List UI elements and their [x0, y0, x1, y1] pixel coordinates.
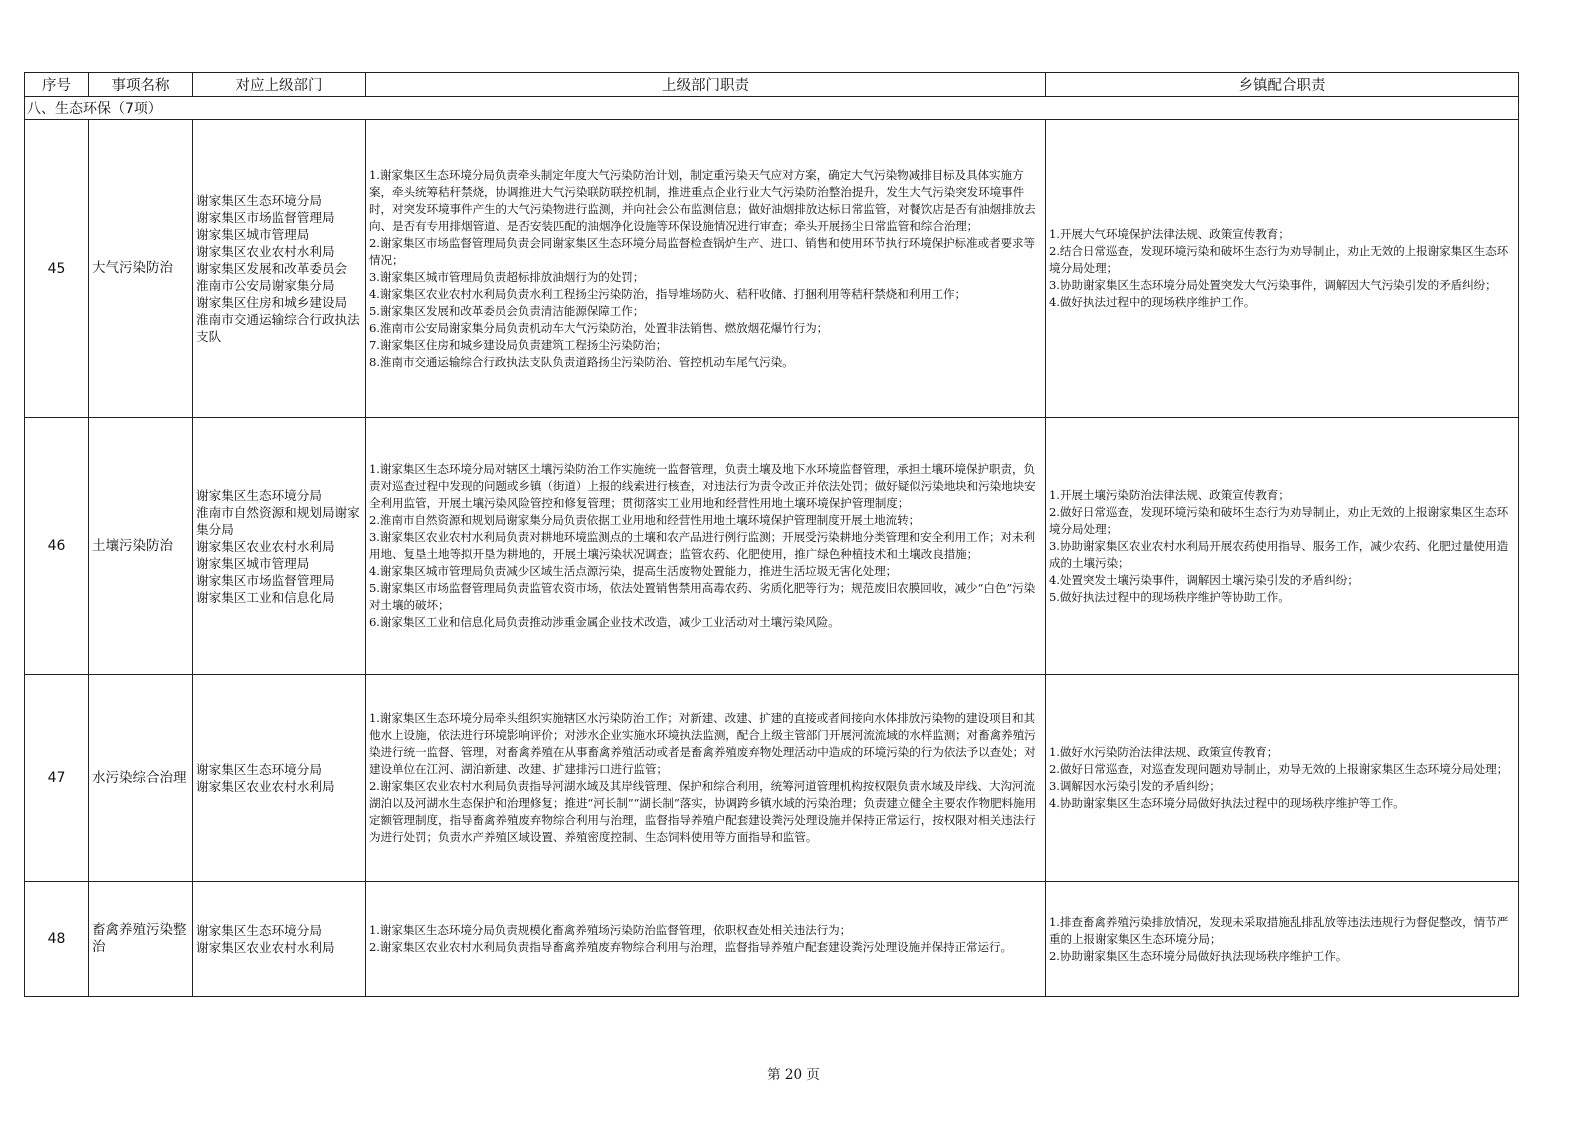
duty-item: 4.处置突发土壤污染事件，调解因土壤污染引发的矛盾纠纷；	[1049, 572, 1359, 587]
duty-item: 6.淮南市公安局谢家集分局负责机动车大气污染防治，处置非法销售、燃放烟花爆竹行为；	[369, 320, 829, 335]
duty-item: 1.谢家集区生态环境分局负责规模化畜禽养殖场污染防治监督管理，依职权查处相关违法行为；	[369, 923, 852, 937]
dept-name: 谢家集区城市管理局	[196, 555, 310, 571]
duty-item: 3.谢家集区城市管理局负责超标排放油烟行为的处罚；	[369, 269, 645, 284]
dept-name: 谢家集区城市管理局	[196, 227, 310, 242]
header-upper-duties: 上级部门职责	[366, 73, 1046, 97]
duty-item: 1.开展大气环境保护法律法规、政策宣传教育；	[1049, 227, 1290, 241]
duty-item: 1.开展土壤污染防治法律法规、政策宣传教育；	[1049, 487, 1290, 502]
dept-name: 淮南市自然资源和规划局谢家集分局	[196, 504, 360, 537]
duty-item: 4.做好执法过程中的现场秩序维护工作。	[1049, 295, 1256, 309]
dept-name: 谢家集区发展和改革委员会	[196, 261, 348, 276]
duty-item: 1.排查畜禽养殖污染排放情况，发现未采取措施乱排乱放等违法违规行为督促整改，情节严重的上报谢家集区生态环境分局；	[1049, 914, 1509, 946]
town-duties	[1046, 882, 1519, 997]
duty-item: 7.谢家集区住房和城乡建设局负责建筑工程扬尘污染防治；	[369, 337, 668, 352]
item-name: 大气污染防治	[89, 120, 193, 418]
dept-name: 谢家集区农业农村水利局	[196, 538, 335, 554]
duty-item: 3.协助谢家集区农业农村水利局开展农药使用指导、服务工作，减少农药、化肥过量使用造成的土壤污染；	[1049, 538, 1509, 570]
dept-name: 谢家集区农业农村水利局	[196, 940, 335, 955]
duty-item: 5.做好执法过程中的现场秩序维护等协助工作。	[1049, 589, 1290, 604]
duty-item: 2.做好日常巡查，对巡查发现问题劝导制止，劝导无效的上报谢家集区生态环境分局处理；	[1049, 762, 1509, 776]
item-name: 水污染综合治理	[89, 675, 193, 882]
dept-name: 谢家集区生态环境分局	[196, 762, 322, 777]
town-duties	[1046, 418, 1519, 675]
page-number: 第 20 页	[767, 1067, 820, 1083]
duty-item: 2.谢家集区市场监督管理局负责会同谢家集区生态环境分局监督检查锅炉生产、进口、销售和使用环节执行环境保护标准或者要求等情况；	[369, 235, 1036, 267]
item-name: 畜禽养殖污染整治	[89, 882, 193, 997]
duty-item: 5.谢家集区市场监督管理局负责监管农资市场，依法处置销售禁用高毒农药、劣质化肥等行为；规范废旧农膜回收，减少“白色”污染对土壤的破坏；	[369, 581, 1036, 612]
dept-name: 谢家集区生态环境分局	[196, 487, 322, 503]
duty-item: 3.协助谢家集区生态环境分局处置突发大气污染事件，调解因大气污染引发的矛盾纠纷；	[1049, 278, 1497, 292]
header-town-duties: 乡镇配合职责	[1046, 73, 1519, 97]
header-seq: 序号	[25, 73, 89, 97]
table-row	[25, 120, 1519, 418]
dept-name: 谢家集区农业农村水利局	[196, 779, 335, 794]
table-row	[25, 675, 1519, 882]
duty-item: 4.协助谢家集区生态环境分局做好执法过程中的现场秩序维护等工作。	[1049, 796, 1405, 810]
upper-duties	[366, 120, 1046, 418]
row-number: 46	[25, 418, 89, 675]
dept-list	[193, 120, 366, 418]
section-title: 八、生态环保（7项）	[25, 97, 1519, 120]
table-header-row	[25, 73, 1519, 97]
header-item-name: 事项名称	[89, 73, 193, 97]
upper-duties	[366, 418, 1046, 675]
duty-item: 2.做好日常巡查，发现环境污染和破坏生态行为劝导制止，劝止无效的上报谢家集区生态环境分局处理；	[1049, 504, 1509, 536]
duty-item: 1.谢家集区生态环境分局负责牵头制定年度大气污染防治计划，制定重污染天气应对方案，确定大气污染物减排目标及具体实施方案，牵头统筹秸秆禁烧，协调推进大气污染联防联控机制，推进重点企业行业大气污染防治整治提升，发生大气污染突发环境事件时，对突发环境事件产生的大气污染物进行监测，并向社会公布监测信息；做好油烟排放达标日常监管，对餐饮店是否有油烟排放去向、是否有专用排烟管道、是否安装匹配的油烟净化设施等环保设施情况进行审查；牵头开展扬尘日常监管和综合治理；	[369, 167, 1036, 233]
dept-name: 淮南市交通运输综合行政执法支队	[196, 312, 360, 344]
item-name: 土壤污染防治	[89, 418, 193, 675]
section-row	[25, 97, 1519, 120]
duty-item: 2.结合日常巡查，发现环境污染和破坏生态行为劝导制止，劝止无效的上报谢家集区生态环境分局处理；	[1049, 244, 1509, 275]
row-number: 48	[25, 882, 89, 997]
duty-item: 6.谢家集区工业和信息化局负责推动涉重金属企业技术改造，减少工业活动对土壤污染风险。	[369, 615, 840, 629]
header-dept: 对应上级部门	[193, 73, 366, 97]
dept-list	[193, 675, 366, 882]
duty-item: 3.调解因水污染引发的矛盾纠纷；	[1049, 779, 1221, 793]
dept-list	[193, 882, 366, 997]
dept-name: 谢家集区生态环境分局	[196, 923, 322, 938]
duty-item: 1.谢家集区生态环境分局牵头组织实施辖区水污染防治工作；对新建、改建、扩建的直接或者间接向水体排放污染物的建设项目和其他水上设施，依法进行环境影响评价；对涉水企业实施水环境执法监测，配合上级主管部门开展河流流域的水样监测；对畜禽养殖污染进行统一监督、管理，对畜禽养殖在从事畜禽养殖活动或者是畜禽养殖废弃物处理活动中造成的环境污染的行为依法予以查处；对建设单位在江河、湖泊新建、改建、扩建排污口进行监管；	[369, 711, 1036, 776]
duty-item: 4.谢家集区农业农村水利局负责水利工程扬尘污染防治，指导堆场防火、秸秆收储、打捆利用等秸秆禁烧和利用工作；	[369, 286, 967, 301]
table-row	[25, 418, 1519, 675]
upper-duties	[366, 882, 1046, 997]
duty-item: 2.协助谢家集区生态环境分局做好执法现场秩序维护工作。	[1049, 948, 1348, 963]
duty-item: 1.做好水污染防治法律法规、政策宣传教育；	[1049, 745, 1279, 759]
duty-item: 8.淮南市交通运输综合行政执法支队负责道路扬尘污染防治、管控机动车尾气污染。	[369, 354, 794, 369]
responsibility-table	[24, 72, 1519, 997]
upper-duties	[366, 675, 1046, 882]
duty-item: 5.谢家集区发展和改革委员会负责清洁能源保障工作；	[369, 303, 645, 318]
dept-name: 谢家集区生态环境分局	[196, 193, 322, 208]
row-number: 47	[25, 675, 89, 882]
row-number: 45	[25, 120, 89, 418]
town-duties	[1046, 120, 1519, 418]
dept-name: 淮南市公安局谢家集分局	[196, 278, 335, 293]
duty-item: 1.谢家集区生态环境分局对辖区土壤污染防治工作实施统一监督管理，负责土壤及地下水环境监督管理，承担土壤环境保护职责，负责对巡查过程中发现的问题或乡镇（街道）上报的线索进行核查，对违法行为责令改正并依法处罚；做好疑似污染地块和污染地块安全利用监管，开展土壤污染风险管控和修复管理；贯彻落实工业用地和经营性用地土壤环境保护管理制度；	[369, 462, 1036, 510]
duty-item: 2.谢家集区农业农村水利局负责指导畜禽养殖废弃物综合利用与治理，监督指导养殖户配套建设粪污处理设施并保持正常运行。	[369, 940, 1013, 954]
dept-list	[193, 418, 366, 675]
town-duties	[1046, 675, 1519, 882]
duty-item: 3.谢家集区农业农村水利局负责对耕地环境监测点的土壤和农产品进行例行监测；开展受污染耕地分类管理和安全利用工作；对未利用地、复垦土地等拟开垦为耕地的，开展土壤污染状况调查；监管农药、化肥使用，推广绿色种植技术和土壤改良措施；	[369, 530, 1036, 561]
duty-item: 2.淮南市自然资源和规划局谢家集分局负责依据工业用地和经营性用地土壤环境保护管理制度开展土地流转；	[369, 513, 921, 527]
dept-name: 谢家集区市场监督管理局	[196, 572, 335, 588]
dept-name: 谢家集区农业农村水利局	[196, 244, 335, 259]
dept-name: 谢家集区工业和信息化局	[196, 589, 335, 605]
dept-name: 谢家集区住房和城乡建设局	[196, 295, 348, 310]
table-row	[25, 882, 1519, 997]
dept-name: 谢家集区市场监督管理局	[196, 210, 335, 225]
duty-item: 2.谢家集区农业农村水利局负责指导河湖水域及其岸线管理、保护和综合利用，统筹河道管理机构按权限负责水域及岸线、大沟河流湖泊以及河湖水生态保护和治理修复；推进“河长制”“湖长制”落实，协调跨乡镇水域的污染治理；负责建立健全主要农作物肥料施用定额管理制度，指导畜禽养殖废弃物综合利用与治理，监督指导养殖户配套建设粪污处理设施并保持正常运行，按权限对相关违法行为进行处罚；负责水产养殖区域设置、养殖密度控制、生态饲料使用等方面指导和监管。	[369, 779, 1036, 844]
duty-item: 4.谢家集区城市管理局负责减少区域生活点源污染，提高生活废物处置能力，推进生活垃圾无害化处理；	[369, 564, 898, 578]
